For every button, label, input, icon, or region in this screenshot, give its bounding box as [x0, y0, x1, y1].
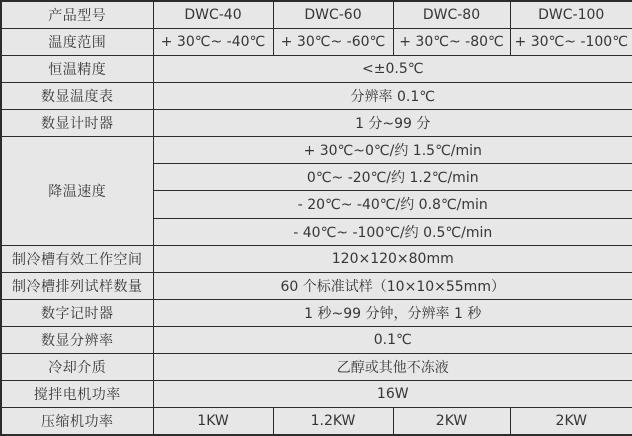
- model-dwc-100: DWC-100: [510, 1, 632, 28]
- row-cooling-rate-1: [1, 137, 632, 164]
- temp-range-dwc-100: + 30℃~ -100℃: [510, 28, 632, 55]
- row-label-compressor-power: 压缩机功率: [1, 408, 153, 435]
- model-dwc-60: DWC-60: [273, 1, 393, 28]
- row-stir-motor-power: [1, 381, 632, 408]
- digital-timer-value: 1 分~99 分: [153, 110, 632, 137]
- row-digital-thermometer: [1, 82, 632, 109]
- row-label-digital-thermometer: 数显温度表: [1, 82, 153, 109]
- row-display-resolution: [1, 327, 632, 354]
- row-model: [1, 1, 632, 28]
- row-constant-temp-accuracy: [1, 55, 632, 82]
- row-label-digital-recorder: 数字记时器: [1, 299, 153, 326]
- model-dwc-40: DWC-40: [153, 1, 273, 28]
- row-label-digital-timer: 数显计时器: [1, 110, 153, 137]
- digital-thermometer-value: 分辨率 0.1℃: [153, 82, 632, 109]
- model-dwc-80: DWC-80: [393, 1, 510, 28]
- row-label-constant-temp-accuracy: 恒温精度: [1, 55, 153, 82]
- row-label-coolant: 冷却介质: [1, 354, 153, 381]
- row-digital-recorder: [1, 299, 632, 326]
- row-compressor-power: [1, 408, 632, 435]
- row-effective-work-space: [1, 245, 632, 272]
- cooling-rate-stage-4: - 40℃~ -100℃/约 0.5℃/min: [153, 218, 632, 245]
- row-label-stir-motor-power: 搅拌电机功率: [1, 381, 153, 408]
- cooling-rate-stage-2: 0℃~ -20℃/约 1.2℃/min: [153, 164, 632, 191]
- row-coolant: [1, 354, 632, 381]
- row-label-model: 产品型号: [1, 1, 153, 28]
- compressor-power-dwc-80: 2KW: [393, 408, 510, 435]
- row-sample-capacity: [1, 272, 632, 299]
- constant-temp-accuracy-value: <±0.5℃: [153, 55, 632, 82]
- display-resolution-value: 0.1℃: [153, 327, 632, 354]
- temp-range-dwc-80: + 30℃~ -80℃: [393, 28, 510, 55]
- row-label-cooling-rate: 降温速度: [1, 137, 153, 246]
- row-label-temp-range: 温度范围: [1, 28, 153, 55]
- sample-capacity-value: 60 个标准试样（10×10×55mm）: [153, 272, 632, 299]
- temp-range-dwc-40: + 30℃~ -40℃: [153, 28, 273, 55]
- cooling-rate-stage-3: - 20℃~ -40℃/约 0.8℃/min: [153, 191, 632, 218]
- compressor-power-dwc-100: 2KW: [510, 408, 632, 435]
- effective-work-space-value: 120×120×80mm: [153, 245, 632, 272]
- row-label-sample-capacity: 制冷槽排列试样数量: [1, 272, 153, 299]
- row-label-effective-work-space: 制冷槽有效工作空间: [1, 245, 153, 272]
- row-label-display-resolution: 数显分辨率: [1, 327, 153, 354]
- stir-motor-power-value: 16W: [153, 381, 632, 408]
- digital-recorder-value: 1 秒~99 分钟，分辨率 1 秒: [153, 299, 632, 326]
- coolant-value: 乙醇或其他不冻液: [153, 354, 632, 381]
- row-digital-timer: [1, 110, 632, 137]
- temp-range-dwc-60: + 30℃~ -60℃: [273, 28, 393, 55]
- compressor-power-dwc-60: 1.2KW: [273, 408, 393, 435]
- row-temp-range: [1, 28, 632, 55]
- compressor-power-dwc-40: 1KW: [153, 408, 273, 435]
- cooling-rate-stage-1: + 30℃~0℃/约 1.5℃/min: [153, 137, 632, 164]
